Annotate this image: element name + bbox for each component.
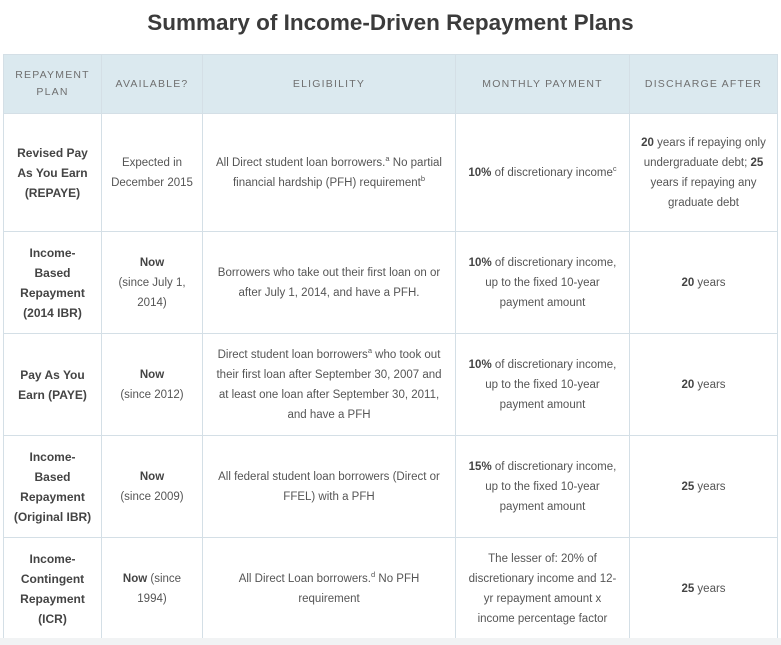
availability-date: (since July 1, 2014) [118, 276, 186, 309]
bottom-shadow [0, 638, 781, 645]
plan-name: Income-Contingent Repayment (ICR) [4, 538, 102, 640]
discharge-text: years [694, 480, 726, 493]
col-header-plan: REPAYMENT PLAN [4, 55, 102, 114]
payment-percent: 10% [468, 358, 492, 371]
footnote-marker: c [612, 163, 617, 173]
discharge-text: years if repaying only undergraduate debt; [643, 136, 766, 169]
availability-status: Now [122, 572, 148, 585]
col-header-available: AVAILABLE? [102, 55, 203, 114]
table-row [4, 538, 778, 640]
availability-status: Now [139, 368, 165, 381]
eligibility-text: who took out their first loan after September 30, 2007 and at least one loan after September 30, 2011, and have a PFH [216, 348, 442, 421]
eligibility-text: Direct student loan borrowers [217, 348, 368, 361]
footnote-marker: b [420, 173, 426, 183]
payment-percent: 10% [468, 166, 492, 179]
eligibility-text: No PFH requirement [298, 572, 420, 605]
table-row [4, 334, 778, 436]
col-header-monthly-payment: MONTHLY PAYMENT [456, 55, 630, 114]
payment-text: of discretionary income, up to the fixed 10-year payment amount [485, 256, 617, 309]
plan-name: Pay As You Earn (PAYE) [4, 334, 102, 436]
col-header-discharge-after: DISCHARGE AFTER [630, 55, 778, 114]
eligibility [203, 334, 456, 436]
monthly-payment: The lesser of: 20% of discretionary income and 12- yr repayment amount x income percentage factor [456, 538, 630, 640]
availability: Expected in December 2015 [102, 114, 203, 232]
eligibility: All federal student loan borrowers (Direct or FFEL) with a PFH [203, 436, 456, 538]
availability [102, 334, 203, 436]
discharge-after [630, 538, 778, 640]
discharge-text: years [694, 582, 726, 595]
availability [102, 538, 203, 640]
discharge-text: years [694, 276, 726, 289]
discharge-years: 25 [681, 480, 695, 493]
eligibility-text: All Direct Loan borrowers. [238, 572, 372, 585]
payment-text: of discretionary income, up to the fixed 10-year payment amount [485, 460, 617, 513]
discharge-after [630, 232, 778, 334]
discharge-after [630, 114, 778, 232]
payment-percent: 15% [468, 460, 492, 473]
repayment-plans-table [3, 54, 778, 640]
discharge-years: 25 [750, 156, 764, 169]
availability-status: Now [139, 470, 165, 483]
table-row [4, 436, 778, 538]
footnote-marker: a [367, 345, 372, 355]
discharge-text: years if repaying any graduate debt [650, 176, 757, 209]
availability-date: (since 2012) [120, 388, 184, 401]
eligibility [203, 114, 456, 232]
discharge-years: 25 [681, 582, 695, 595]
monthly-payment [456, 114, 630, 232]
discharge-after [630, 334, 778, 436]
availability-status: Now [139, 256, 165, 269]
discharge-years: 20 [641, 136, 654, 149]
footnote-marker: d [371, 569, 376, 579]
discharge-years: 20 [681, 378, 695, 391]
eligibility [203, 538, 456, 640]
payment-text: of discretionary income [491, 166, 613, 179]
col-header-eligibility: ELIGIBILITY [203, 55, 456, 114]
monthly-payment [456, 232, 630, 334]
discharge-years: 20 [681, 276, 695, 289]
payment-percent: 10% [468, 256, 492, 269]
table-row [4, 232, 778, 334]
table-row [4, 114, 778, 232]
header-row [4, 55, 778, 114]
monthly-payment [456, 334, 630, 436]
plan-name: Income-Based Repayment (Original IBR) [4, 436, 102, 538]
footnote-marker: a [385, 153, 390, 163]
discharge-text: years [694, 378, 726, 391]
availability-date: (since 2009) [120, 490, 184, 503]
plan-name: Income-Based Repayment (2014 IBR) [4, 232, 102, 334]
availability-date: (since 1994) [137, 572, 182, 605]
availability [102, 232, 203, 334]
discharge-after [630, 436, 778, 538]
page-title: Summary of Income-Driven Repayment Plans [147, 10, 634, 35]
payment-text: of discretionary income, up to the fixed 10-year payment amount [485, 358, 617, 411]
availability [102, 436, 203, 538]
plan-name: Revised Pay As You Earn (REPAYE) [4, 114, 102, 232]
monthly-payment [456, 436, 630, 538]
eligibility-text: No partial financial hardship (PFH) requirement [232, 156, 442, 189]
eligibility-text: All Direct student loan borrowers. [216, 156, 386, 169]
eligibility: Borrowers who take out their first loan on or after July 1, 2014, and have a PFH. [203, 232, 456, 334]
